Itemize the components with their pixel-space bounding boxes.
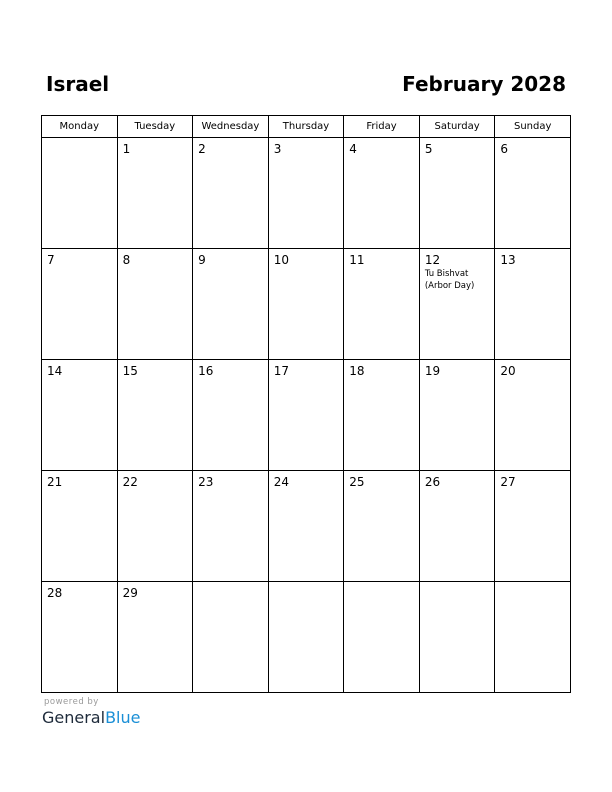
day-cell — [268, 471, 344, 582]
day-number: 26 — [424, 475, 441, 489]
day-cell — [117, 582, 193, 693]
brand-text-blue: Blue — [105, 708, 141, 727]
day-number: 21 — [47, 475, 63, 489]
day-cell — [42, 471, 118, 582]
day-number: 19 — [424, 364, 441, 378]
weekday-header-tuesday: Tuesday — [117, 116, 193, 138]
day-number: 13 — [500, 253, 516, 267]
week-row — [42, 582, 571, 693]
day-number: 17 — [273, 364, 289, 378]
day-cell — [344, 249, 420, 360]
day-cell — [495, 471, 571, 582]
brand-text-general: General — [42, 708, 106, 727]
day-cell — [268, 360, 344, 471]
week-row — [42, 138, 571, 249]
day-number: 6 — [500, 142, 509, 156]
day-cell — [495, 360, 571, 471]
day-cell — [193, 138, 269, 249]
day-cell — [42, 249, 118, 360]
day-number: 25 — [349, 475, 365, 489]
day-number: 7 — [47, 253, 55, 267]
day-number: 10 — [273, 253, 289, 267]
day-cell — [344, 471, 420, 582]
day-cell — [193, 249, 269, 360]
day-number: 24 — [273, 475, 289, 489]
day-cell — [344, 582, 420, 693]
day-number: 8 — [122, 253, 131, 267]
day-cell — [117, 138, 193, 249]
day-cell — [193, 471, 269, 582]
day-number: 9 — [198, 253, 206, 267]
day-number: 2 — [198, 142, 206, 156]
day-cell — [42, 360, 118, 471]
day-number: 1 — [122, 142, 131, 156]
day-number: 16 — [198, 364, 214, 378]
weekday-header-monday: Monday — [42, 116, 118, 138]
day-number: 12 — [424, 253, 441, 267]
country-title: Israel — [46, 72, 110, 96]
day-cell — [268, 138, 344, 249]
day-cell — [117, 249, 193, 360]
generalblue-logo[interactable] — [42, 708, 140, 728]
day-number: 14 — [47, 364, 63, 378]
day-cell — [193, 582, 269, 693]
day-cell — [419, 360, 495, 471]
day-cell — [344, 138, 420, 249]
day-cell — [495, 138, 571, 249]
week-row — [42, 471, 571, 582]
day-number: 27 — [500, 475, 516, 489]
weekday-header-saturday: Saturday — [419, 116, 495, 138]
day-number: 5 — [424, 142, 433, 156]
day-cell — [193, 360, 269, 471]
month-year-title: February 2028 — [402, 72, 566, 96]
day-cell — [42, 138, 118, 249]
day-cell — [495, 249, 571, 360]
day-cell — [419, 249, 495, 360]
day-number: 28 — [47, 586, 63, 600]
weekday-header-row — [42, 116, 571, 138]
weekday-header-friday: Friday — [344, 116, 420, 138]
day-cell — [419, 582, 495, 693]
day-cell — [344, 360, 420, 471]
day-cell — [268, 249, 344, 360]
day-number: 4 — [349, 142, 357, 156]
day-cell — [42, 582, 118, 693]
day-cell — [117, 471, 193, 582]
day-cell — [117, 360, 193, 471]
day-number: 15 — [122, 364, 138, 378]
week-row — [42, 360, 571, 471]
day-number: 3 — [273, 142, 282, 156]
day-number: 18 — [349, 364, 365, 378]
calendar-grid — [41, 115, 571, 693]
holiday-label: Tu Bishvat (Arbor Day) — [424, 269, 475, 291]
day-cell — [419, 471, 495, 582]
day-number: 22 — [122, 475, 138, 489]
day-cell — [268, 582, 344, 693]
day-number: 20 — [500, 364, 516, 378]
weekday-header-thursday: Thursday — [268, 116, 344, 138]
day-number: 29 — [122, 586, 138, 600]
day-cell — [419, 138, 495, 249]
day-cell — [495, 582, 571, 693]
week-row — [42, 249, 571, 360]
day-number: 23 — [198, 475, 214, 489]
day-number: 11 — [349, 253, 365, 267]
weekday-header-sunday: Sunday — [495, 116, 571, 138]
weekday-header-wednesday: Wednesday — [193, 116, 269, 138]
powered-by-label: powered by — [44, 697, 99, 707]
